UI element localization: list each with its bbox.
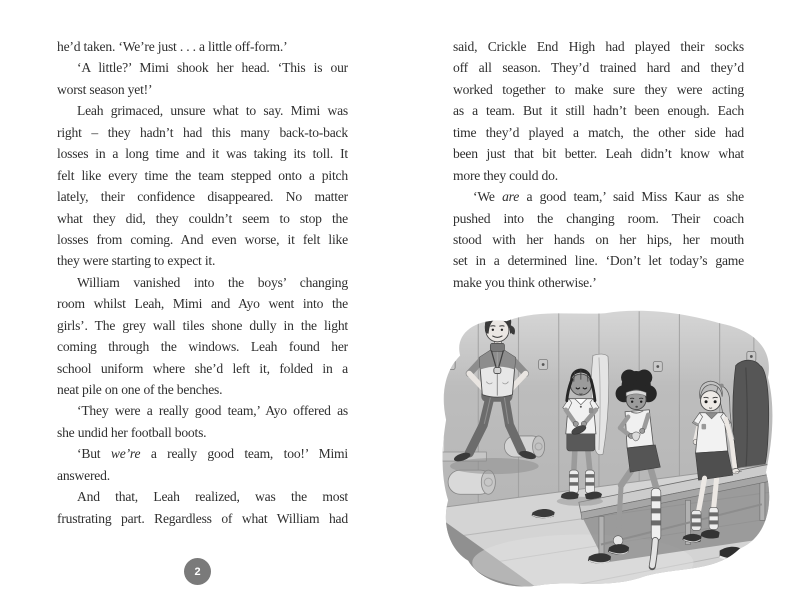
text-line: girls’. The grey wall tiles shone dully in the light: [57, 317, 348, 333]
text-line: felt like every time the team stepped onto a pitch: [57, 167, 348, 183]
text-line: he’d taken. ‘We’re just . . . a little off-form.’: [57, 39, 288, 54]
text-line: school uniform where she’d left it, folded in a: [57, 360, 348, 376]
text-line: stood with her hands on her hips, her mouth: [453, 231, 744, 247]
text-line: make you think otherwise.’: [453, 274, 597, 290]
text-line: frustrating part. Regardless of what William had: [57, 510, 348, 526]
text-line: ‘We are a good team,’ said Miss Kaur as she: [473, 189, 744, 205]
text-line: as a team. But it still hadn’t been enough. Each: [453, 103, 744, 119]
text-line: they were starting to expect it.: [57, 253, 216, 269]
text-line: Leah grimaced, unsure what to say. Mimi was: [77, 103, 348, 119]
text-line: room whilst Leah, Mimi and Ayo went into the: [57, 296, 348, 312]
text-line: pushed into the changing room. Their coach: [453, 210, 744, 226]
text-line: said, Crickle End High had played their socks: [453, 39, 744, 54]
hanging-coat: [733, 360, 769, 476]
text-line: been just that bit better. Leah didn’t know what: [453, 146, 744, 162]
whistle: [494, 368, 501, 374]
page-number-badge: [184, 558, 211, 585]
text-line: off all season. They’d trained hard and they’d: [453, 60, 744, 76]
text-line: neat pile on one of the benches.: [57, 382, 223, 397]
text-line: And that, Leah realized, was the most: [77, 489, 348, 505]
window-light: [432, 358, 444, 459]
text-line: ‘But we’re a really good team, too!’ Mimi: [77, 446, 348, 462]
text-line: answered.: [57, 467, 110, 483]
text-line: what they did, they couldn’t seem to stop the: [57, 210, 348, 226]
text-line: right – they hadn’t had this many back-to-back: [57, 124, 348, 140]
left-page-text: [57, 36, 348, 529]
right-page-text: [453, 36, 744, 315]
text-line: she undid her football boots.: [57, 424, 207, 440]
text-line: more they could do.: [453, 167, 558, 183]
changing-room-illustration: [432, 303, 780, 600]
page-number: 2: [194, 565, 201, 578]
scrunchie: [720, 384, 724, 388]
text-line: time they’d played a match, the other side had: [453, 124, 744, 140]
text-line: ‘A little?’ Mimi shook her head. ‘This is our: [77, 60, 348, 76]
text-line: set in a determined line. ‘Don’t let today’s game: [453, 253, 744, 269]
coach-shadow: [450, 458, 539, 474]
shirt-crest: [589, 408, 594, 414]
text-line: lately, their confidence disappeared. No matter: [57, 189, 348, 205]
text-line: losses from coming. And even worse, it felt like: [57, 231, 348, 247]
text-line: worst season yet!’: [57, 81, 153, 97]
text-line: worked together to make sure they were acting: [453, 81, 744, 97]
text-line: losses in a long time and it was taking its toll. It: [57, 146, 348, 162]
text-line: William vanished into the boys’ changing: [77, 274, 348, 290]
text-line: coming through the windows. Leah found her: [57, 339, 348, 355]
shirt-crest: [702, 424, 707, 430]
text-line: ‘They were a really good team,’ Ayo offered as: [77, 403, 348, 419]
